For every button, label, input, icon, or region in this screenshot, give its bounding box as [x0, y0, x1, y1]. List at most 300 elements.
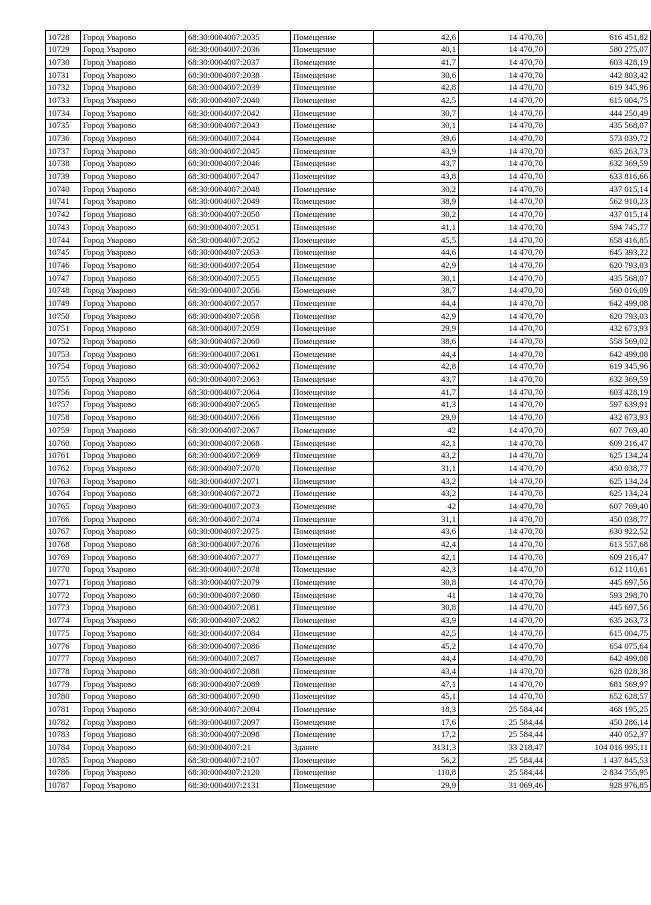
table-row: [46, 119, 651, 132]
cell-area: 42: [374, 500, 459, 513]
cell-unit-value: 14 470,70: [459, 538, 546, 551]
cell-locality: Город Уварово: [81, 43, 186, 56]
cell-area: 42,3: [374, 563, 459, 576]
cell-locality: Город Уварово: [81, 703, 186, 716]
document-page: [45, 30, 648, 792]
cell-cadastral-number: 68:30:0004007:2086: [186, 640, 291, 653]
cell-unit-value: 14 470,70: [459, 272, 546, 285]
cell-area: 30,7: [374, 107, 459, 120]
cell-cadastral-number: 68:30:0004007:2048: [186, 183, 291, 196]
table-row: [46, 272, 651, 285]
cell-object-type: Помещение: [291, 94, 374, 107]
cell-object-type: Помещение: [291, 665, 374, 678]
cell-object-type: Помещение: [291, 716, 374, 729]
cell-area: 42,5: [374, 94, 459, 107]
cell-object-type: Помещение: [291, 145, 374, 158]
cell-cadastral-number: 68:30:0004007:2036: [186, 43, 291, 56]
cell-row-number: 10747: [46, 272, 81, 285]
table-row: [46, 259, 651, 272]
cell-cadastral-value: 558 569,02: [546, 335, 651, 348]
cell-cadastral-value: 104 016 995,11: [546, 741, 651, 754]
cell-unit-value: 25 584,44: [459, 766, 546, 779]
cell-row-number: 10737: [46, 145, 81, 158]
cell-cadastral-number: 68:30:0004007:2107: [186, 754, 291, 767]
cell-locality: Город Уварово: [81, 779, 186, 792]
cell-row-number: 10760: [46, 437, 81, 450]
cell-object-type: Помещение: [291, 424, 374, 437]
cell-locality: Город Уварово: [81, 69, 186, 82]
cell-row-number: 10756: [46, 386, 81, 399]
cell-object-type: Помещение: [291, 259, 374, 272]
cell-area: 43,8: [374, 170, 459, 183]
cell-area: 42,9: [374, 310, 459, 323]
table-row: [46, 94, 651, 107]
table-row: [46, 627, 651, 640]
cell-row-number: 10765: [46, 500, 81, 513]
cell-object-type: Помещение: [291, 195, 374, 208]
cell-locality: Город Уварово: [81, 475, 186, 488]
cell-locality: Город Уварово: [81, 449, 186, 462]
cell-locality: Город Уварово: [81, 652, 186, 665]
cell-area: 38,9: [374, 195, 459, 208]
cell-row-number: 10729: [46, 43, 81, 56]
cell-object-type: Помещение: [291, 386, 374, 399]
cell-object-type: Помещение: [291, 779, 374, 792]
cell-cadastral-number: 68:30:0004007:2044: [186, 132, 291, 145]
cell-locality: Город Уварово: [81, 170, 186, 183]
cell-locality: Город Уварово: [81, 208, 186, 221]
cell-unit-value: 14 470,70: [459, 221, 546, 234]
cell-cadastral-number: 68:30:0004007:2071: [186, 475, 291, 488]
cell-unit-value: 14 470,70: [459, 43, 546, 56]
cell-cadastral-number: 68:30:0004007:2084: [186, 627, 291, 640]
cell-cadastral-number: 68:30:0004007:2131: [186, 779, 291, 792]
table-row: [46, 170, 651, 183]
cell-cadastral-number: 68:30:0004007:2051: [186, 221, 291, 234]
cell-object-type: Помещение: [291, 398, 374, 411]
table-row: [46, 157, 651, 170]
cell-row-number: 10785: [46, 754, 81, 767]
table-row: [46, 145, 651, 158]
cell-area: 110,8: [374, 766, 459, 779]
cell-area: 18,3: [374, 703, 459, 716]
cell-object-type: Помещение: [291, 576, 374, 589]
table-row: [46, 766, 651, 779]
cell-unit-value: 14 470,70: [459, 297, 546, 310]
table-row: [46, 716, 651, 729]
cell-row-number: 10778: [46, 665, 81, 678]
table-row: [46, 221, 651, 234]
cell-object-type: Помещение: [291, 272, 374, 285]
cell-cadastral-number: 68:30:0004007:2074: [186, 513, 291, 526]
cell-object-type: Помещение: [291, 119, 374, 132]
cell-locality: Город Уварово: [81, 297, 186, 310]
cell-unit-value: 14 470,70: [459, 360, 546, 373]
cell-locality: Город Уварово: [81, 373, 186, 386]
cell-unit-value: 14 470,70: [459, 449, 546, 462]
cell-area: 42,4: [374, 538, 459, 551]
cell-cadastral-number: 68:30:0004007:2045: [186, 145, 291, 158]
cell-cadastral-value: 619 345,96: [546, 360, 651, 373]
cell-unit-value: 14 470,70: [459, 56, 546, 69]
cell-cadastral-value: 620 793,03: [546, 259, 651, 272]
cell-area: 43,7: [374, 157, 459, 170]
cell-area: 17,2: [374, 728, 459, 741]
cell-area: 43,7: [374, 373, 459, 386]
cell-row-number: 10744: [46, 234, 81, 247]
cell-object-type: Помещение: [291, 31, 374, 44]
cell-area: 42,1: [374, 437, 459, 450]
cell-cadastral-value: 633 816,66: [546, 170, 651, 183]
cell-row-number: 10787: [46, 779, 81, 792]
cell-row-number: 10755: [46, 373, 81, 386]
cell-cadastral-value: 603 428,19: [546, 386, 651, 399]
cell-unit-value: 14 470,70: [459, 31, 546, 44]
cell-row-number: 10741: [46, 195, 81, 208]
table-row: [46, 107, 651, 120]
cell-area: 43,2: [374, 449, 459, 462]
cell-cadastral-value: 435 568,07: [546, 272, 651, 285]
cell-cadastral-number: 68:30:0004007:2054: [186, 259, 291, 272]
cell-cadastral-value: 1 437 845,53: [546, 754, 651, 767]
cell-cadastral-value: 580 275,07: [546, 43, 651, 56]
cell-object-type: Помещение: [291, 462, 374, 475]
cell-locality: Город Уварово: [81, 284, 186, 297]
table-row: [46, 500, 651, 513]
cell-locality: Город Уварово: [81, 411, 186, 424]
cell-locality: Город Уварово: [81, 81, 186, 94]
table-row: [46, 411, 651, 424]
cell-cadastral-number: 68:30:0004007:2046: [186, 157, 291, 170]
cell-area: 42,8: [374, 360, 459, 373]
cell-object-type: Помещение: [291, 513, 374, 526]
cell-area: 43,6: [374, 525, 459, 538]
cell-cadastral-number: 68:30:0004007:2088: [186, 665, 291, 678]
cell-object-type: Помещение: [291, 551, 374, 564]
cell-locality: Город Уварово: [81, 589, 186, 602]
cell-cadastral-number: 68:30:0004007:2049: [186, 195, 291, 208]
cell-row-number: 10782: [46, 716, 81, 729]
cell-locality: Город Уварово: [81, 360, 186, 373]
cell-object-type: Помещение: [291, 107, 374, 120]
cell-cadastral-number: 68:30:0004007:2068: [186, 437, 291, 450]
cell-locality: Город Уварово: [81, 563, 186, 576]
cell-cadastral-number: 68:30:0004007:2078: [186, 563, 291, 576]
cell-area: 44,4: [374, 652, 459, 665]
cell-row-number: 10736: [46, 132, 81, 145]
cell-locality: Город Уварово: [81, 766, 186, 779]
cell-cadastral-value: 432 673,93: [546, 322, 651, 335]
cell-unit-value: 33 218,47: [459, 741, 546, 754]
cell-cadastral-number: 68:30:0004007:2076: [186, 538, 291, 551]
cell-object-type: Помещение: [291, 284, 374, 297]
cell-cadastral-value: 445 697,56: [546, 601, 651, 614]
cell-cadastral-value: 442 803,42: [546, 69, 651, 82]
table-row: [46, 779, 651, 792]
table-row: [46, 373, 651, 386]
cell-locality: Город Уварово: [81, 614, 186, 627]
cell-cadastral-value: 635 263,73: [546, 614, 651, 627]
cell-row-number: 10748: [46, 284, 81, 297]
cell-row-number: 10775: [46, 627, 81, 640]
table-row: [46, 31, 651, 44]
cell-cadastral-number: 68:30:0004007:21: [186, 741, 291, 754]
cell-row-number: 10771: [46, 576, 81, 589]
cell-area: 38,6: [374, 335, 459, 348]
cell-area: 41,3: [374, 398, 459, 411]
table-row: [46, 398, 651, 411]
cell-row-number: 10784: [46, 741, 81, 754]
cell-row-number: 10761: [46, 449, 81, 462]
cell-object-type: Помещение: [291, 754, 374, 767]
cell-locality: Город Уварово: [81, 437, 186, 450]
cell-area: 30,8: [374, 601, 459, 614]
cell-object-type: Помещение: [291, 360, 374, 373]
cell-locality: Город Уварово: [81, 94, 186, 107]
cell-unit-value: 14 470,70: [459, 107, 546, 120]
cell-row-number: 10752: [46, 335, 81, 348]
cell-unit-value: 14 470,70: [459, 81, 546, 94]
cell-object-type: Помещение: [291, 525, 374, 538]
cell-cadastral-value: 603 428,19: [546, 56, 651, 69]
cell-area: 44,4: [374, 348, 459, 361]
table-row: [46, 754, 651, 767]
table-row: [46, 43, 651, 56]
cell-cadastral-value: 615 004,75: [546, 94, 651, 107]
cell-object-type: Помещение: [291, 703, 374, 716]
cell-cadastral-value: 468 195,25: [546, 703, 651, 716]
cell-cadastral-number: 68:30:0004007:2040: [186, 94, 291, 107]
cell-cadastral-value: 632 369,59: [546, 373, 651, 386]
cell-area: 43,9: [374, 614, 459, 627]
table-row: [46, 386, 651, 399]
cell-unit-value: 25 584,44: [459, 703, 546, 716]
cell-row-number: 10731: [46, 69, 81, 82]
cell-cadastral-value: 607 769,40: [546, 500, 651, 513]
cell-row-number: 10728: [46, 31, 81, 44]
cell-cadastral-value: 642 499,08: [546, 652, 651, 665]
cell-cadastral-number: 68:30:0004007:2089: [186, 678, 291, 691]
cell-unit-value: 14 470,70: [459, 462, 546, 475]
table-row: [46, 234, 651, 247]
cell-object-type: Помещение: [291, 348, 374, 361]
cell-row-number: 10776: [46, 640, 81, 653]
cell-unit-value: 14 470,70: [459, 437, 546, 450]
cell-area: 41,7: [374, 56, 459, 69]
cell-object-type: Помещение: [291, 373, 374, 386]
cell-unit-value: 14 470,70: [459, 170, 546, 183]
cell-unit-value: 14 470,70: [459, 69, 546, 82]
cell-unit-value: 25 584,44: [459, 728, 546, 741]
cell-locality: Город Уварово: [81, 487, 186, 500]
cell-object-type: Помещение: [291, 538, 374, 551]
cell-cadastral-value: 597 639,91: [546, 398, 651, 411]
cell-cadastral-value: 642 499,08: [546, 297, 651, 310]
cell-row-number: 10730: [46, 56, 81, 69]
cell-cadastral-value: 654 075,64: [546, 640, 651, 653]
cell-object-type: Помещение: [291, 234, 374, 247]
cell-cadastral-number: 68:30:0004007:2081: [186, 601, 291, 614]
cell-unit-value: 25 584,44: [459, 716, 546, 729]
cell-cadastral-number: 68:30:0004007:2080: [186, 589, 291, 602]
cell-unit-value: 14 470,70: [459, 614, 546, 627]
cell-cadastral-value: 450 038,77: [546, 462, 651, 475]
cell-cadastral-value: 632 369,59: [546, 157, 651, 170]
table-row: [46, 487, 651, 500]
cell-row-number: 10768: [46, 538, 81, 551]
table-row: [46, 424, 651, 437]
cell-unit-value: 14 470,70: [459, 652, 546, 665]
cell-cadastral-number: 68:30:0004007:2053: [186, 246, 291, 259]
cell-object-type: Помещение: [291, 208, 374, 221]
cell-area: 42,1: [374, 551, 459, 564]
cell-unit-value: 14 470,70: [459, 500, 546, 513]
cell-row-number: 10754: [46, 360, 81, 373]
cell-unit-value: 14 470,70: [459, 627, 546, 640]
cell-cadastral-value: 613 557,68: [546, 538, 651, 551]
table-row: [46, 462, 651, 475]
cell-cadastral-value: 609 216,47: [546, 437, 651, 450]
cell-row-number: 10769: [46, 551, 81, 564]
cell-unit-value: 14 470,70: [459, 589, 546, 602]
table-row: [46, 614, 651, 627]
cell-cadastral-value: 616 451,82: [546, 31, 651, 44]
cell-object-type: Помещение: [291, 246, 374, 259]
cell-unit-value: 14 470,70: [459, 246, 546, 259]
table-row: [46, 589, 651, 602]
table-row: [46, 195, 651, 208]
cell-unit-value: 14 470,70: [459, 411, 546, 424]
cell-area: 56,2: [374, 754, 459, 767]
cell-area: 44,4: [374, 297, 459, 310]
table-row: [46, 360, 651, 373]
cell-area: 41,7: [374, 386, 459, 399]
table-row: [46, 690, 651, 703]
cell-cadastral-value: 658 416,85: [546, 234, 651, 247]
cell-object-type: Помещение: [291, 652, 374, 665]
cell-cadastral-value: 432 673,93: [546, 411, 651, 424]
table-row: [46, 69, 651, 82]
cell-object-type: Помещение: [291, 487, 374, 500]
cell-locality: Город Уварово: [81, 398, 186, 411]
cell-locality: Город Уварово: [81, 690, 186, 703]
cell-row-number: 10753: [46, 348, 81, 361]
cell-row-number: 10767: [46, 525, 81, 538]
cell-row-number: 10770: [46, 563, 81, 576]
cell-locality: Город Уварово: [81, 145, 186, 158]
cell-object-type: Помещение: [291, 310, 374, 323]
cell-row-number: 10750: [46, 310, 81, 323]
cell-cadastral-value: 612 110,61: [546, 563, 651, 576]
cell-object-type: Помещение: [291, 614, 374, 627]
table-row: [46, 678, 651, 691]
cell-cadastral-value: 607 769,40: [546, 424, 651, 437]
cell-unit-value: 14 470,70: [459, 195, 546, 208]
table-row: [46, 576, 651, 589]
table-row: [46, 183, 651, 196]
cell-object-type: Помещение: [291, 411, 374, 424]
cell-cadastral-number: 68:30:0004007:2047: [186, 170, 291, 183]
cell-unit-value: 14 470,70: [459, 398, 546, 411]
cell-locality: Город Уварово: [81, 576, 186, 589]
cell-cadastral-number: 68:30:0004007:2094: [186, 703, 291, 716]
cell-unit-value: 25 584,44: [459, 754, 546, 767]
cell-object-type: Помещение: [291, 297, 374, 310]
cell-object-type: Помещение: [291, 81, 374, 94]
cell-unit-value: 14 470,70: [459, 563, 546, 576]
cell-cadastral-number: 68:30:0004007:2097: [186, 716, 291, 729]
cell-unit-value: 14 470,70: [459, 284, 546, 297]
cell-cadastral-number: 68:30:0004007:2061: [186, 348, 291, 361]
cell-cadastral-number: 68:30:0004007:2073: [186, 500, 291, 513]
cell-cadastral-number: 68:30:0004007:2090: [186, 690, 291, 703]
cell-cadastral-number: 68:30:0004007:2066: [186, 411, 291, 424]
cell-locality: Город Уварово: [81, 627, 186, 640]
cell-area: 31,1: [374, 462, 459, 475]
cell-area: 30,1: [374, 119, 459, 132]
cell-unit-value: 14 470,70: [459, 132, 546, 145]
cell-cadastral-number: 68:30:0004007:2052: [186, 234, 291, 247]
cell-object-type: Помещение: [291, 449, 374, 462]
cell-unit-value: 14 470,70: [459, 259, 546, 272]
cell-area: 41: [374, 589, 459, 602]
table-row: [46, 56, 651, 69]
cell-area: 41,1: [374, 221, 459, 234]
cell-object-type: Помещение: [291, 678, 374, 691]
cadastral-value-table: [45, 30, 651, 792]
table-row: [46, 640, 651, 653]
cell-cadastral-value: 450 286,14: [546, 716, 651, 729]
cell-row-number: 10738: [46, 157, 81, 170]
cell-area: 43,2: [374, 475, 459, 488]
cell-cadastral-number: 68:30:0004007:2069: [186, 449, 291, 462]
cell-object-type: Помещение: [291, 640, 374, 653]
cell-cadastral-value: 445 697,56: [546, 576, 651, 589]
cell-object-type: Помещение: [291, 56, 374, 69]
cell-area: 44,6: [374, 246, 459, 259]
cell-area: 30,2: [374, 183, 459, 196]
cell-cadastral-value: 594 745,77: [546, 221, 651, 234]
cell-locality: Город Уварово: [81, 424, 186, 437]
cell-area: 29,9: [374, 322, 459, 335]
cell-unit-value: 31 069,46: [459, 779, 546, 792]
cell-cadastral-value: 625 134,24: [546, 475, 651, 488]
cell-cadastral-value: 615 004,75: [546, 627, 651, 640]
cell-cadastral-number: 68:30:0004007:2062: [186, 360, 291, 373]
cell-unit-value: 14 470,70: [459, 551, 546, 564]
cell-row-number: 10757: [46, 398, 81, 411]
cell-area: 42,6: [374, 31, 459, 44]
cell-cadastral-value: 628 028,38: [546, 665, 651, 678]
table-row: [46, 652, 651, 665]
cell-cadastral-value: 620 793,03: [546, 310, 651, 323]
cell-cadastral-number: 68:30:0004007:2077: [186, 551, 291, 564]
cell-row-number: 10733: [46, 94, 81, 107]
cell-unit-value: 14 470,70: [459, 475, 546, 488]
cell-unit-value: 14 470,70: [459, 513, 546, 526]
cell-unit-value: 14 470,70: [459, 487, 546, 500]
cell-locality: Город Уварово: [81, 132, 186, 145]
cell-cadastral-number: 68:30:0004007:2082: [186, 614, 291, 627]
table-row: [46, 322, 651, 335]
cell-unit-value: 14 470,70: [459, 310, 546, 323]
table-row: [46, 310, 651, 323]
cell-locality: Город Уварово: [81, 665, 186, 678]
cell-row-number: 10734: [46, 107, 81, 120]
cell-area: 43,2: [374, 487, 459, 500]
cell-area: 40,1: [374, 43, 459, 56]
cell-row-number: 10759: [46, 424, 81, 437]
